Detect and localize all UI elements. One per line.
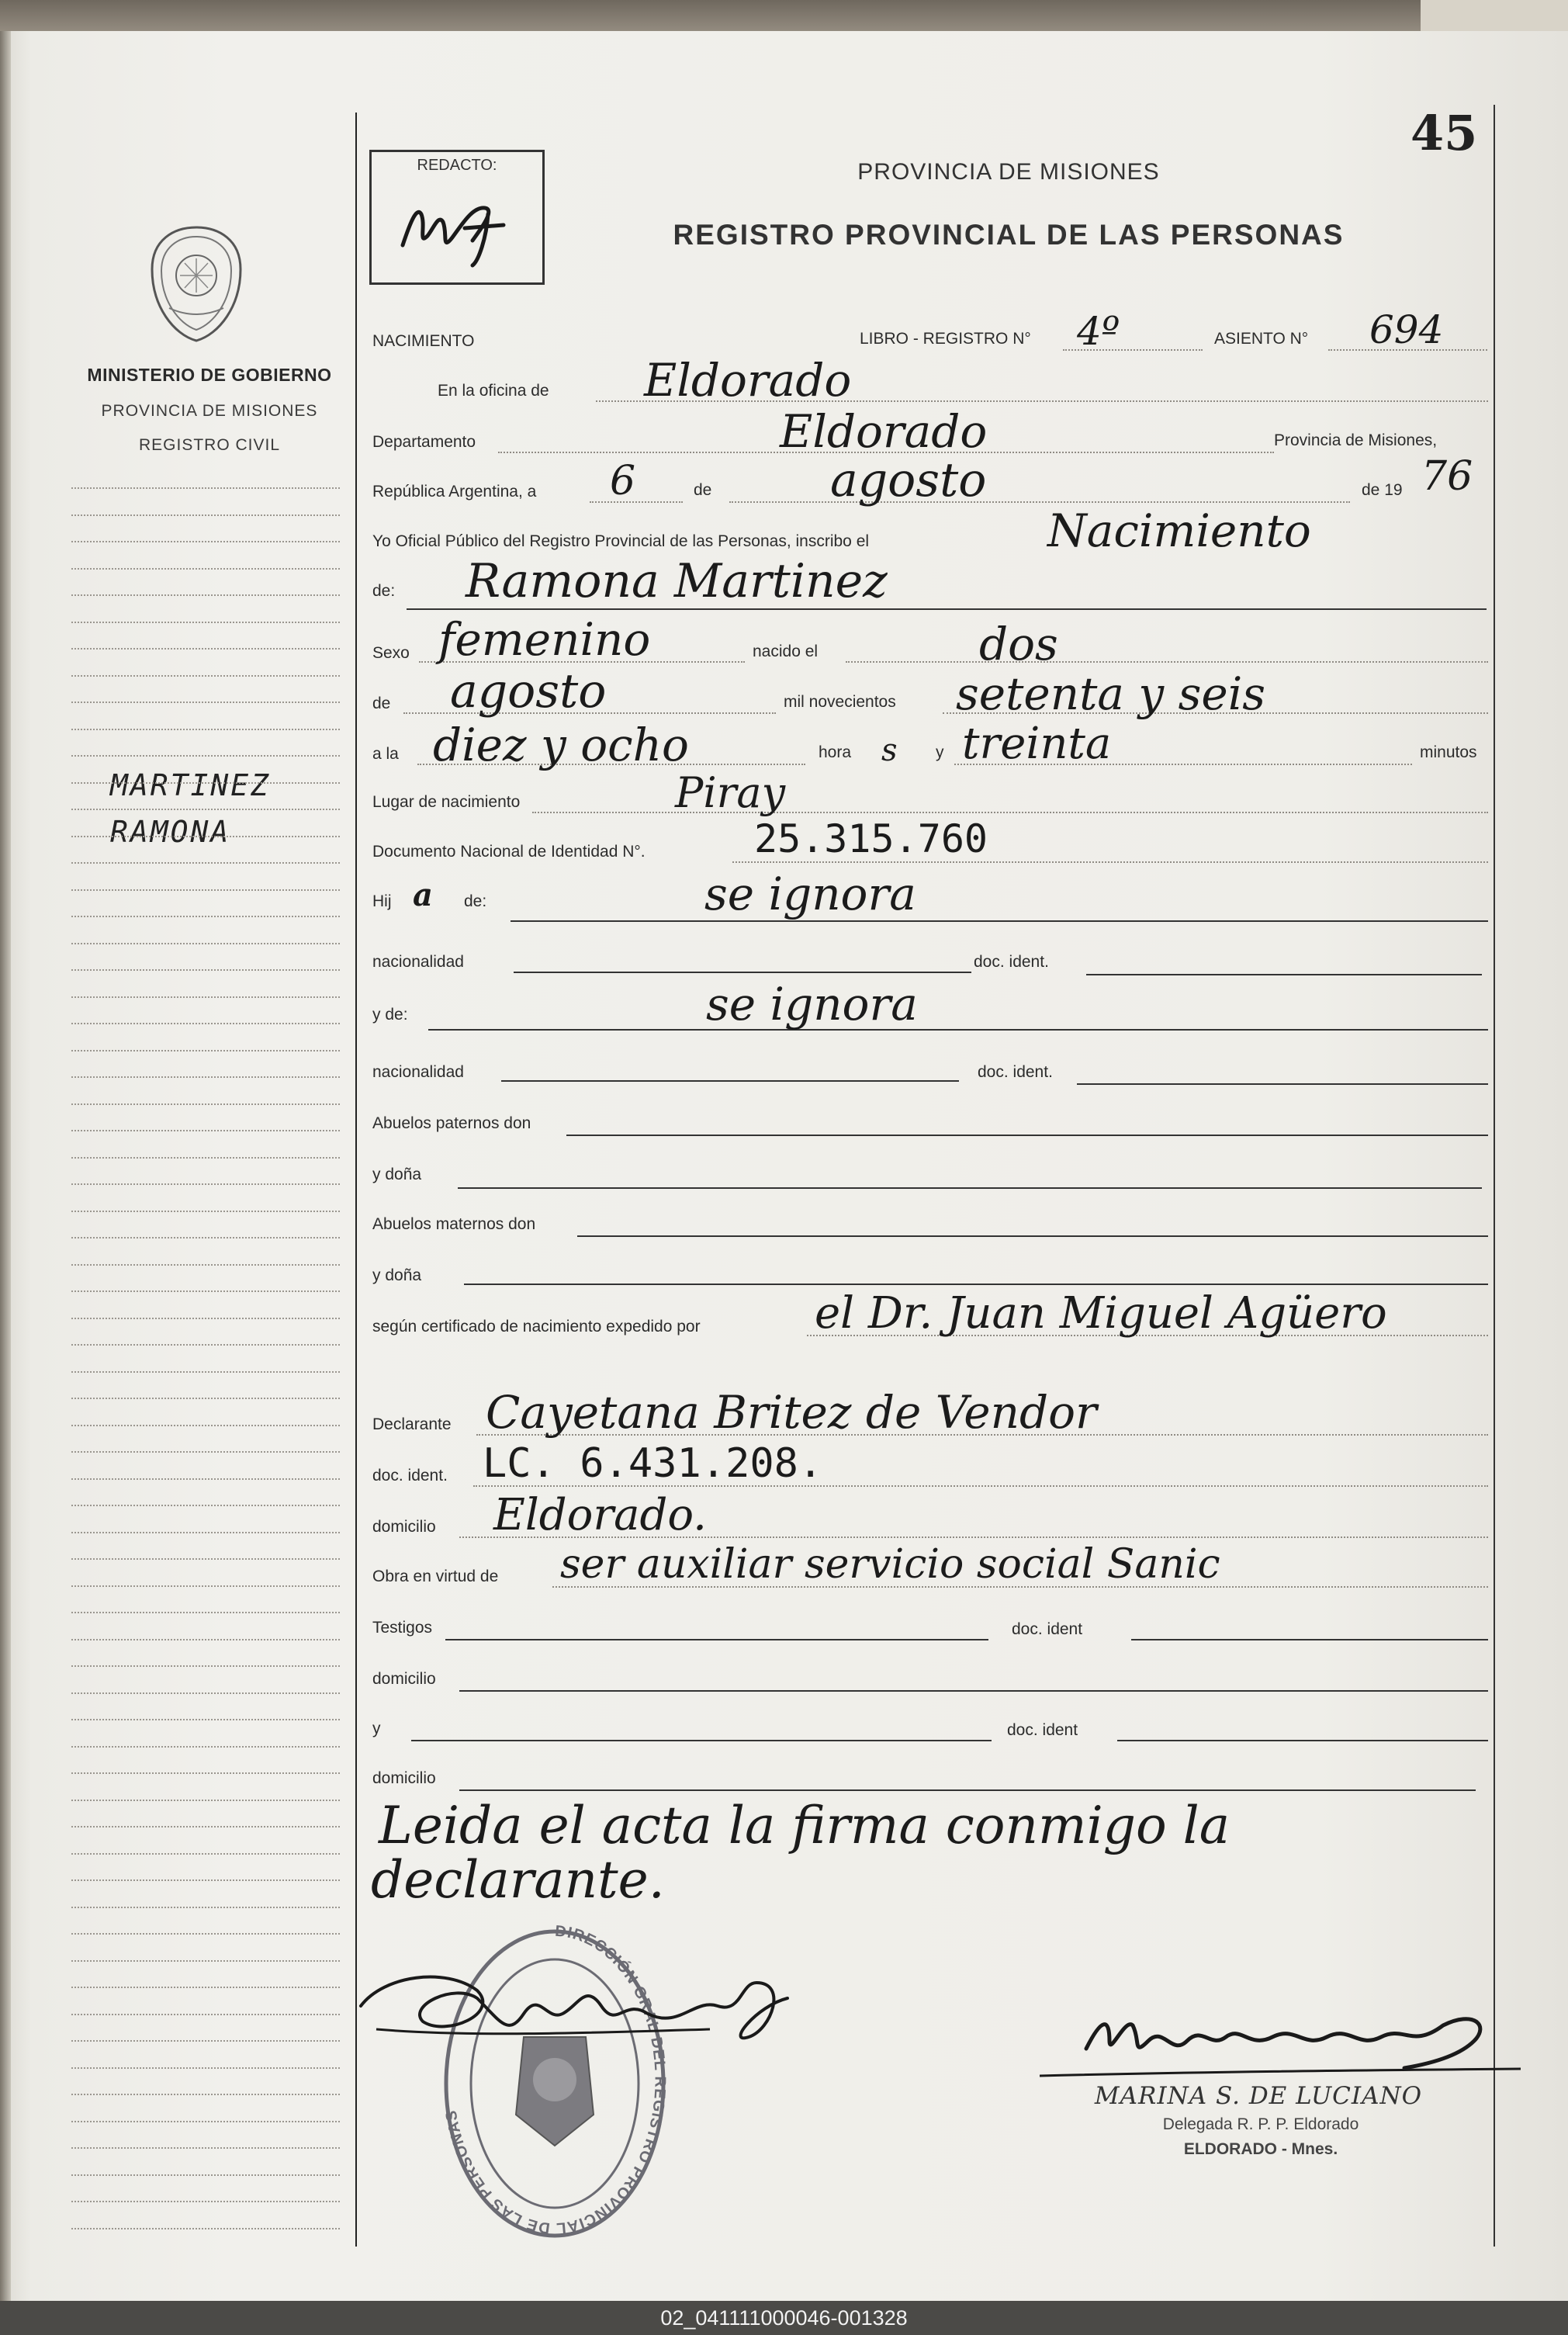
certificado-value: el Dr. Juan Miguel Agüero	[815, 1288, 1387, 1339]
margin-line	[71, 943, 340, 944]
margin-line	[71, 1639, 340, 1640]
day-line	[590, 501, 683, 503]
docident-label-1: doc. ident.	[974, 953, 1049, 971]
hij-suffix: a	[413, 877, 433, 913]
margin-line	[71, 1478, 340, 1480]
horas-label: hora	[819, 743, 852, 761]
abuelos-mat-line	[577, 1235, 1488, 1237]
margin-line	[71, 1772, 340, 1774]
minutos-value: treinta	[962, 719, 1112, 769]
departamento-value: Eldorado	[780, 405, 988, 458]
hora-value: diez y ocho	[433, 719, 689, 771]
margin-line	[71, 594, 340, 596]
margin-line	[71, 836, 340, 837]
abuelos-pat-line	[566, 1135, 1488, 1136]
padre-line	[511, 920, 1488, 922]
oficial-label: Yo Oficial Público del Registro Provincial de las Personas, inscribo el	[372, 532, 870, 550]
domicilio-label-2: domicilio	[372, 1670, 436, 1688]
margin-line	[71, 969, 340, 971]
margin-line	[71, 2014, 340, 2015]
margin-line	[71, 2174, 340, 2176]
margin-line	[71, 1505, 340, 1506]
margin-line	[71, 1157, 340, 1159]
margin-line	[71, 1451, 340, 1453]
margin-line	[71, 1371, 340, 1373]
margin-line	[71, 568, 340, 570]
stamp-ring-text: DIRECCIÓN GRAL DEL REGISTRO PROVINCIAL DE LAS PERSONAS	[442, 1922, 669, 2237]
margin-line	[71, 2094, 340, 2095]
docident3-label-1: doc. ident	[1012, 1620, 1083, 1638]
mil-label: mil novecientos	[784, 693, 896, 711]
official-role: Delegada R. P. P. Eldorado	[1162, 2115, 1359, 2133]
horas-s: s	[881, 733, 898, 768]
sexo-value: femenino	[438, 613, 651, 666]
margin-line	[71, 1800, 340, 1801]
hij-de-label: de:	[464, 892, 487, 910]
margin-line	[71, 1211, 340, 1212]
redacto-label: REDACTO:	[417, 157, 497, 174]
domicilio-value: Eldorado.	[493, 1490, 707, 1540]
margin-line	[71, 1558, 340, 1560]
footer-label: 02_041111000046-001328	[660, 2306, 908, 2330]
madre-value: se ignora	[706, 978, 918, 1031]
testigos-label: Testigos	[372, 1619, 433, 1637]
margin-line	[71, 1960, 340, 1962]
ministry-province: PROVINCIA DE MISIONES	[101, 402, 318, 420]
dni-label: Documento Nacional de Identidad N°.	[372, 843, 646, 861]
ministry-office: REGISTRO CIVIL	[138, 436, 281, 454]
de3-label: de	[372, 695, 391, 712]
nacionalidad-label-2: nacionalidad	[372, 1063, 464, 1081]
libro-value: 4º	[1077, 309, 1120, 354]
margin-line	[71, 729, 340, 730]
margin-line	[71, 1612, 340, 1613]
testigo2-line	[411, 1740, 992, 1741]
margin-line	[71, 1264, 340, 1266]
record-type-label: NACIMIENTO	[372, 332, 475, 350]
margin-line	[71, 648, 340, 650]
book-binding	[0, 31, 11, 2301]
margin-line	[71, 1076, 340, 1078]
margin-line	[71, 675, 340, 677]
year-prefix: de 19	[1362, 481, 1403, 499]
margin-line	[71, 622, 340, 623]
margin-line	[71, 1933, 340, 1935]
margin-line	[71, 2121, 340, 2122]
margin-line	[71, 1318, 340, 1319]
year-value: 76	[1421, 453, 1473, 500]
margin-line	[71, 1585, 340, 1587]
minutos-label: minutos	[1420, 743, 1477, 761]
ydona-label-2: y doña	[372, 1266, 422, 1284]
margin-line	[71, 1853, 340, 1855]
domicilio-line-3	[459, 1789, 1476, 1791]
domicilio-label-3: domicilio	[372, 1769, 436, 1787]
nacido-year: setenta y seis	[956, 667, 1266, 720]
testigo2-doc-line	[1117, 1740, 1488, 1741]
certificado-label: según certificado de nacimiento expedido por	[372, 1318, 701, 1336]
domicilio-line-2	[459, 1690, 1488, 1692]
margin-line	[71, 1237, 340, 1239]
margin-line	[71, 1746, 340, 1748]
redacto-initials-icon	[387, 191, 527, 268]
republica-label: República Argentina, a	[372, 483, 537, 501]
nacido-label: nacido el	[753, 643, 819, 660]
person-value: Ramona Martinez	[466, 554, 888, 608]
margin-line	[71, 1183, 340, 1185]
margin-line	[71, 809, 340, 810]
ydona-line-2	[464, 1284, 1488, 1285]
registry-title: REGISTRO PROVINCIAL DE LAS PERSONAS	[673, 219, 1345, 251]
docident-label-2: doc. ident.	[978, 1063, 1053, 1081]
margin-line	[71, 541, 340, 542]
nacionalidad-label-1: nacionalidad	[372, 953, 464, 971]
margin-line	[71, 1023, 340, 1024]
nacido-line	[846, 661, 1488, 663]
y2-label: y	[372, 1720, 381, 1737]
abuelos-mat-label: Abuelos maternos don	[372, 1215, 536, 1233]
margin-line	[71, 514, 340, 516]
oficial-value: Nacimiento	[1047, 504, 1311, 557]
margin-line	[71, 1692, 340, 1694]
margin-line	[71, 1987, 340, 1988]
declarant-signature-icon	[353, 1952, 834, 2060]
day-value: 6	[610, 458, 636, 504]
nacionalidad-line-2	[501, 1080, 959, 1082]
margin-line	[71, 1103, 340, 1105]
province-title: PROVINCIA DE MISIONES	[857, 159, 1160, 185]
margin-rule	[355, 113, 357, 2247]
margin-line	[71, 702, 340, 703]
right-rule	[1494, 105, 1495, 2247]
declarante-doc: LC. 6.431.208.	[483, 1440, 823, 1487]
margin-line	[71, 1425, 340, 1426]
dni-value: 25.315.760	[754, 816, 988, 861]
nacido-day: dos	[979, 618, 1058, 670]
margin-line	[71, 1719, 340, 1720]
docident-line-2	[1077, 1083, 1488, 1085]
official-name: MARINA S. DE LUCIANO	[1094, 2082, 1423, 2110]
margin-line	[71, 1826, 340, 1827]
yde-label: y de:	[372, 1006, 408, 1024]
person-line	[407, 608, 1487, 610]
libro-label: LIBRO - REGISTRO N°	[860, 330, 1031, 348]
ala-label: a la	[372, 745, 399, 763]
month-value: agosto	[830, 453, 987, 508]
y-label: y	[936, 743, 944, 761]
margin-line	[71, 916, 340, 917]
margin-line	[71, 755, 340, 757]
de-label: de	[694, 481, 712, 499]
domicilio-label-1: domicilio	[372, 1518, 436, 1536]
testigos-doc-line	[1131, 1639, 1488, 1640]
margin-line	[71, 889, 340, 891]
padre-value: se ignora	[704, 868, 916, 920]
declarante-label: Declarante	[372, 1415, 452, 1433]
lugar-label: Lugar de nacimiento	[372, 793, 521, 811]
dni-line	[732, 861, 1488, 863]
departamento-label: Departamento	[372, 433, 476, 451]
hij-label: Hij	[372, 892, 392, 910]
obra-value: ser auxiliar servicio social Sanic	[560, 1541, 1220, 1588]
ydona-line-1	[458, 1187, 1482, 1189]
abuelos-pat-label: Abuelos paternos don	[372, 1114, 531, 1132]
de2-label: de:	[372, 582, 396, 600]
margin-firstname: RAMONA	[110, 815, 231, 849]
oficina-label: En la oficina de	[438, 382, 549, 400]
margin-line	[71, 1907, 340, 1908]
madre-line	[428, 1029, 1488, 1031]
nacionalidad-line-1	[514, 972, 971, 973]
obra-label: Obra en virtud de	[372, 1568, 499, 1585]
docident2-label: doc. ident.	[372, 1467, 448, 1484]
lugar-value: Piray	[675, 768, 786, 817]
official-signature-icon	[1040, 1994, 1528, 2087]
margin-line	[71, 2201, 340, 2202]
docident3-label-2: doc. ident	[1007, 1721, 1078, 1739]
margin-line	[71, 1532, 340, 1533]
margin-line	[71, 1290, 340, 1292]
margin-line	[71, 2228, 340, 2229]
asiento-value: 694	[1369, 307, 1444, 352]
ministry-name: MINISTERIO DE GOBIERNO	[87, 365, 332, 385]
margin-line	[71, 1398, 340, 1399]
margin-line	[71, 2067, 340, 2069]
margin-line	[71, 487, 340, 489]
sexo-label: Sexo	[372, 644, 410, 662]
month-line	[729, 501, 1350, 503]
provincia-label: Provincia de Misiones,	[1274, 431, 1438, 449]
page-number: 45	[1411, 105, 1478, 161]
margin-line	[71, 782, 340, 784]
closing-line-2: declarante.	[371, 1850, 665, 1910]
margin-line	[71, 1050, 340, 1051]
declarante-value: Cayetana Britez de Vendor	[486, 1386, 1097, 1439]
margin-line	[71, 1130, 340, 1131]
margin-line	[71, 2040, 340, 2042]
margin-line	[71, 862, 340, 864]
docident-line-1	[1086, 974, 1482, 975]
oficina-value: Eldorado	[644, 354, 852, 407]
redacto-box	[369, 150, 545, 285]
margin-line	[71, 2147, 340, 2149]
nacido-month: agosto	[450, 664, 607, 719]
ydona-label-1: y doña	[372, 1166, 422, 1183]
asiento-label: ASIENTO N°	[1214, 330, 1309, 348]
province-seal-icon	[141, 221, 251, 345]
testigos-line	[445, 1639, 988, 1640]
margin-line	[71, 1879, 340, 1881]
closing-line-1: Leida el acta la firma conmigo la	[379, 1796, 1231, 1855]
official-place: ELDORADO - Mnes.	[1183, 2140, 1338, 2158]
margin-line	[71, 1344, 340, 1346]
margin-surname: MARTINEZ	[110, 768, 272, 802]
margin-line	[71, 996, 340, 998]
margin-line	[71, 1665, 340, 1667]
